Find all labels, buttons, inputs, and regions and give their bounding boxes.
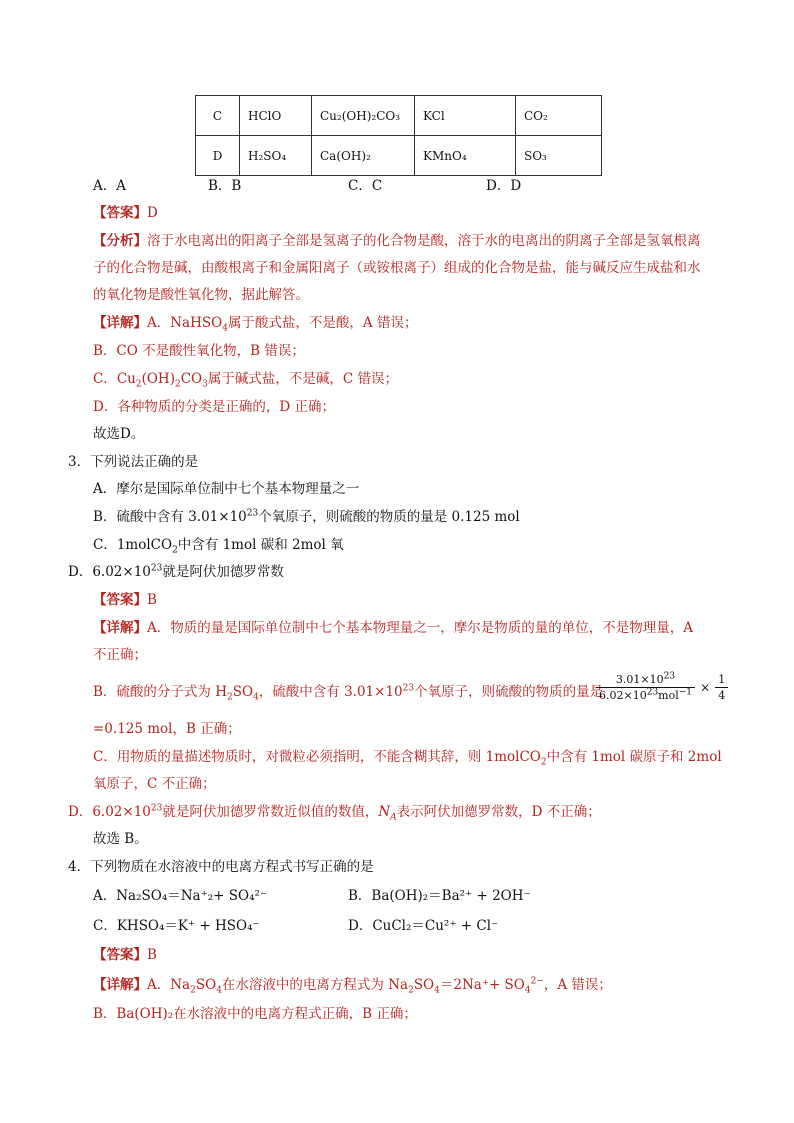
q4-option-c: C．KHSO₄＝K⁺ + HSO₄⁻ [93,918,260,934]
q3-detail-a-line-2: 不正确； [93,647,147,663]
q3-detail-c-line-1: C．用物质的量描述物质时，对微粒必须指明，不能含糊其辞，则 1molCO$_2$中含有 1mol 碳原子和 2mol [93,749,722,768]
detail-tag: 【详解】 [93,315,147,331]
detail-text: A．NaHSO [147,315,223,331]
exponent: 23 [646,687,659,698]
detail-text: SO [232,684,254,700]
answer-value: D [147,205,158,221]
detail-tag: 【详解】 [93,620,147,636]
q2-conclusion: 故选D。 [93,426,145,442]
option-text: 中含有 1mol 碳和 2mol 氧 [177,537,344,553]
salt-cell: KCl [415,96,516,136]
fraction-expression: $\frac{3.01\times 10^{23}}{6.02\times 10^{23}mol^{-1}}$ × $\frac{1}{4}$ [596,672,728,703]
detail-text: A．物质的量是国际单位制中七个基本物理量之一，摩尔是物质的量的单位，不是物理量，A [147,620,693,636]
fraction-denominator: 4 [718,689,726,702]
option-text: D．6.02×10 [68,564,151,580]
detail-text: 就是阿伏加德罗常数近似值的数值， [162,804,379,820]
oxide-cell: SO₃ [516,136,602,176]
q2-analysis-line-3: 的氧化物是酸性氧化物，据此解答。 [93,287,309,303]
fraction-denominator: 6.02×10 [599,689,647,702]
q4-stem: 4．下列物质在水溶液中的电离方程式书写正确的是 [68,859,374,875]
detail-text: 中含有 1mol 碳原子和 2mol [546,749,722,765]
unit: mol [658,689,679,702]
table-row [196,136,602,176]
exponent: 23 [402,683,415,694]
q2-detail-a: 【详解】A．NaHSO$_4$属于酸式盐，不是酸，A 错误； [93,315,418,334]
q2-option-b: B．B [208,178,242,194]
detail-text: D．6.02×10 [68,804,151,820]
acid-cell: HClO [240,96,312,136]
detail-text: B．硫酸的分子式为 H [93,684,227,700]
q4-option-b: B．Ba(OH)₂＝Ba²⁺ + 2OH⁻ [348,888,531,904]
detail-text: 属于酸式盐，不是酸，A 错误； [227,315,418,331]
q2-analysis-line-2: 子的化合物是碱，由酸根离子和金属阳离子（或铵根离子）组成的化合物是盐，能与碱反应生成盐和水 [93,260,701,276]
fraction-numerator: 3.01×10 [615,673,664,686]
exponent: 23 [150,563,163,574]
option-text: C．1molCO [93,537,173,553]
q3-option-c: C．1molCO$_2$中含有 1mol 碳和 2mol 氧 [93,537,344,556]
q2-analysis-line-1 [93,231,701,251]
detail-text: ，硫酸中含有 3.01×10 [258,684,403,700]
q2-detail-d: D．各种物质的分类是正确的，D 正确； [93,399,335,415]
q3-stem: 3．下列说法正确的是 [68,454,199,470]
base-cell: Ca(OH)₂ [312,136,415,176]
q4-detail-a: 【详解】A．$Na_2SO_4$在水溶液中的电离方程式为 $Na_2SO_4=2Na^++ SO_4^{2-}$，A 错误； [93,976,612,996]
detail-text: 在水溶液中的电离方程式为 Na [221,977,409,993]
fraction-main: $\frac{3.01\times 10^{23}}{6.02\times 10^{23}mol^{-1}}$ [596,672,695,703]
detail-text: 个氧原子，则硫酸的物质的量是 [414,684,604,700]
q2-detail-b: B．CO 不是酸性氧化物，B 错误； [93,343,305,359]
exponent: 23 [663,671,676,682]
avogadro-subscript: A [390,812,397,823]
detail-text: C．Cu [93,371,136,387]
detail-tag: 【详解】 [93,977,147,993]
detail-text: SO [195,977,217,993]
exponent: 23 [246,508,259,519]
avogadro-symbol: N [378,804,391,820]
q2-option-a: A．A [93,178,126,194]
detail-text: 属于碱式盐，不是碱，C 错误； [207,371,398,387]
detail-text: SO [413,977,435,993]
answer-tag: 【答案】 [93,947,147,963]
base-cell: Cu₂(OH)₂CO₃ [312,96,415,136]
q4-option-a: A．Na₂SO₄＝Na⁺₂+ SO₄²⁻ [93,888,268,904]
acid-cell: H₂SO₄ [240,136,312,176]
q2-option-c: C．C [348,178,383,194]
answer-tag: 【答案】 [93,592,147,608]
option-text: 就是阿伏加德罗常数 [162,564,284,580]
row-label: C [196,96,240,136]
detail-text: 表示阿伏加德罗常数，D 不正确； [396,804,601,820]
q4-detail-b: B．Ba(OH)₂在水溶液中的电离方程式正确，B 正确； [93,1006,417,1022]
analysis-text: 溶于水电离出的阳离子全部是氢离子的化合物是酸，溶于水的电离出的阴离子全部是氢氧根离 [147,233,701,249]
salt-cell: KMnO₄ [415,136,516,176]
table-row [196,96,602,136]
q2-option-d: D．D [486,178,522,194]
option-text: B．硫酸中含有 3.01×10 [93,509,247,525]
exponent: 23 [150,803,163,814]
answer-tag: 【答案】 [93,205,147,221]
detail-text: CO [180,371,203,387]
q3-option-a: A．摩尔是国际单位制中七个基本物理量之一 [93,481,360,497]
q2-answer [93,203,158,223]
fraction-quarter [715,672,728,703]
detail-text: (OH) [141,371,175,387]
oxide-cell: CO₂ [516,96,602,136]
q3-detail-c-line-2: 氧原子，C 不正确； [93,776,216,792]
answer-value: B [147,592,157,608]
analysis-tag: 【分析】 [93,233,147,249]
q2-detail-c: C．$Cu_2(OH)_2CO_3$属于碱式盐，不是碱，C 错误； [93,371,398,390]
detail-text: ，A 错误； [543,977,612,993]
q3-option-d [68,562,284,582]
q3-detail-d [68,802,601,822]
answer-value: B [147,947,157,963]
q4-option-d: D．CuCl₂＝Cu²⁺ + Cl⁻ [348,918,499,934]
q3-option-b [93,507,520,527]
detail-text: C．用物质的量描述物质时，对微粒必须指明，不能含糊其辞，则 1molCO [93,749,541,765]
q3-detail-a-line-1 [93,618,693,638]
fraction-numerator: 1 [715,672,728,688]
q3-conclusion: 故选 B。 [93,831,148,847]
q3-detail-b-result: =0.125 mol，B 正确； [93,721,241,737]
classification-table [195,95,602,176]
option-text: 个氧原子，则硫酸的物质的量是 0.125 mol [258,509,520,525]
q3-detail-b: B．硫酸的分子式为 $H_2SO_4$，硫酸中含有 $3.01\times 10^{23}$个氧原子，则硫酸的物质的量是 [93,683,604,703]
detail-text: ＝2Na⁺+ SO [439,977,525,993]
q3-answer [93,590,157,610]
q4-answer [93,945,157,965]
row-label: D [196,136,240,176]
detail-text: A．Na [147,977,191,993]
